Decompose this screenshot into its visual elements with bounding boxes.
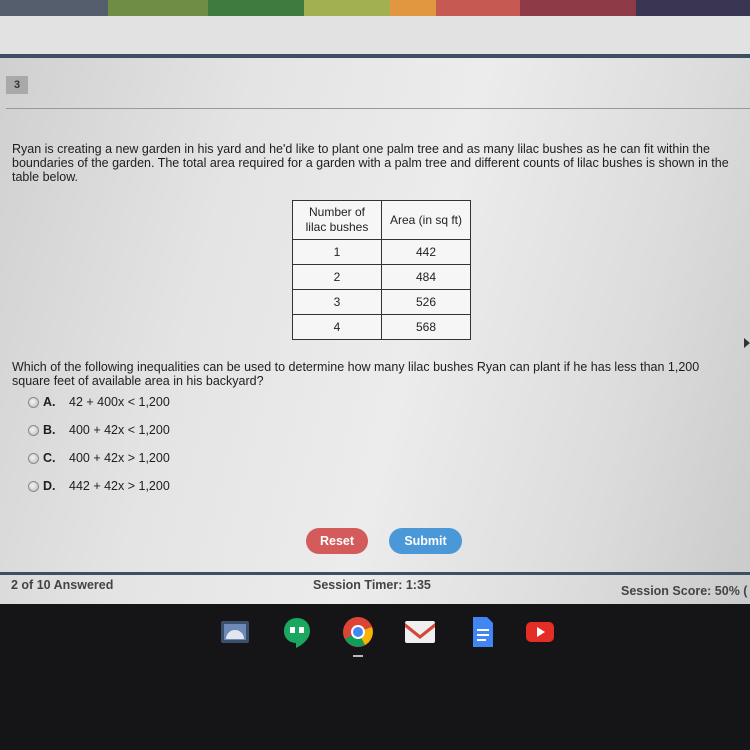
taskbar (0, 604, 750, 750)
radio-icon[interactable] (28, 425, 39, 436)
table-cell: 526 (382, 290, 471, 315)
strip-segment (520, 0, 636, 16)
docs-icon[interactable] (465, 615, 499, 649)
table-row (293, 265, 471, 290)
next-arrow-icon[interactable] (744, 338, 750, 348)
table-cell: 568 (382, 315, 471, 340)
table-row (293, 240, 471, 265)
radio-icon[interactable] (28, 397, 39, 408)
choice-c[interactable] (28, 450, 170, 466)
reset-button[interactable]: Reset (306, 528, 368, 554)
table-cell: 442 (382, 240, 471, 265)
table-cell: 484 (382, 265, 471, 290)
strip-segment (0, 0, 108, 16)
choice-text: 400 + 42x > 1,200 (69, 451, 170, 465)
table-cell: 1 (293, 240, 382, 265)
table-header: Area (in sq ft) (382, 201, 471, 240)
strip-segment (108, 0, 208, 16)
table-header-row (293, 201, 471, 240)
session-timer: Session Timer: 1:35 (313, 578, 431, 592)
question-prompt: Ryan is creating a new garden in his yard and he'd like to plant one palm tree and as many lilac bushes as he can fit within the boundaries of the garden. The total area required for a garden with a palm tree and different counts of lilac bushes is shown in the table below. (12, 142, 729, 184)
submit-button[interactable]: Submit (389, 528, 462, 554)
youtube-icon[interactable] (523, 615, 557, 649)
strip-segment (390, 0, 436, 16)
strip-segment (436, 0, 520, 16)
chrome-icon[interactable] (341, 615, 375, 649)
radio-icon[interactable] (28, 453, 39, 464)
table-cell: 3 (293, 290, 382, 315)
radio-icon[interactable] (28, 481, 39, 492)
table-row (293, 290, 471, 315)
top-color-strip (0, 0, 750, 16)
header-band (0, 16, 750, 54)
data-table (292, 200, 471, 340)
choice-text: 400 + 42x < 1,200 (69, 423, 170, 437)
choice-b[interactable] (28, 422, 170, 438)
quiz-screen (0, 16, 750, 604)
choice-letter: D. (43, 479, 56, 493)
table-cell: 2 (293, 265, 382, 290)
choice-letter: A. (43, 395, 56, 409)
table-row (293, 315, 471, 340)
strip-segment (304, 0, 390, 16)
strip-segment (636, 0, 750, 16)
choice-text: 42 + 400x < 1,200 (69, 395, 170, 409)
gmail-icon[interactable] (403, 615, 437, 649)
active-app-indicator (353, 655, 363, 657)
choice-a[interactable] (28, 394, 170, 410)
strip-segment (208, 0, 304, 16)
choice-letter: B. (43, 423, 56, 437)
choice-d[interactable] (28, 478, 170, 494)
choice-letter: C. (43, 451, 56, 465)
header-divider (0, 54, 750, 58)
table-header: Number of lilac bushes (293, 201, 382, 240)
hangouts-icon[interactable] (280, 615, 314, 649)
question-divider (6, 108, 750, 109)
question-text: Which of the following inequalities can be used to determine how many lilac bushes Ryan can plant if he has less than 1,200 square feet of available area in his backyard? (12, 360, 700, 388)
answered-count: 2 of 10 Answered (11, 578, 114, 592)
table-cell: 4 (293, 315, 382, 340)
status-divider (0, 572, 750, 575)
session-score: Session Score: 50% ( (621, 584, 748, 598)
question-number-badge: 3 (6, 76, 28, 94)
choice-text: 442 + 42x > 1,200 (69, 479, 170, 493)
files-icon[interactable] (218, 615, 252, 649)
